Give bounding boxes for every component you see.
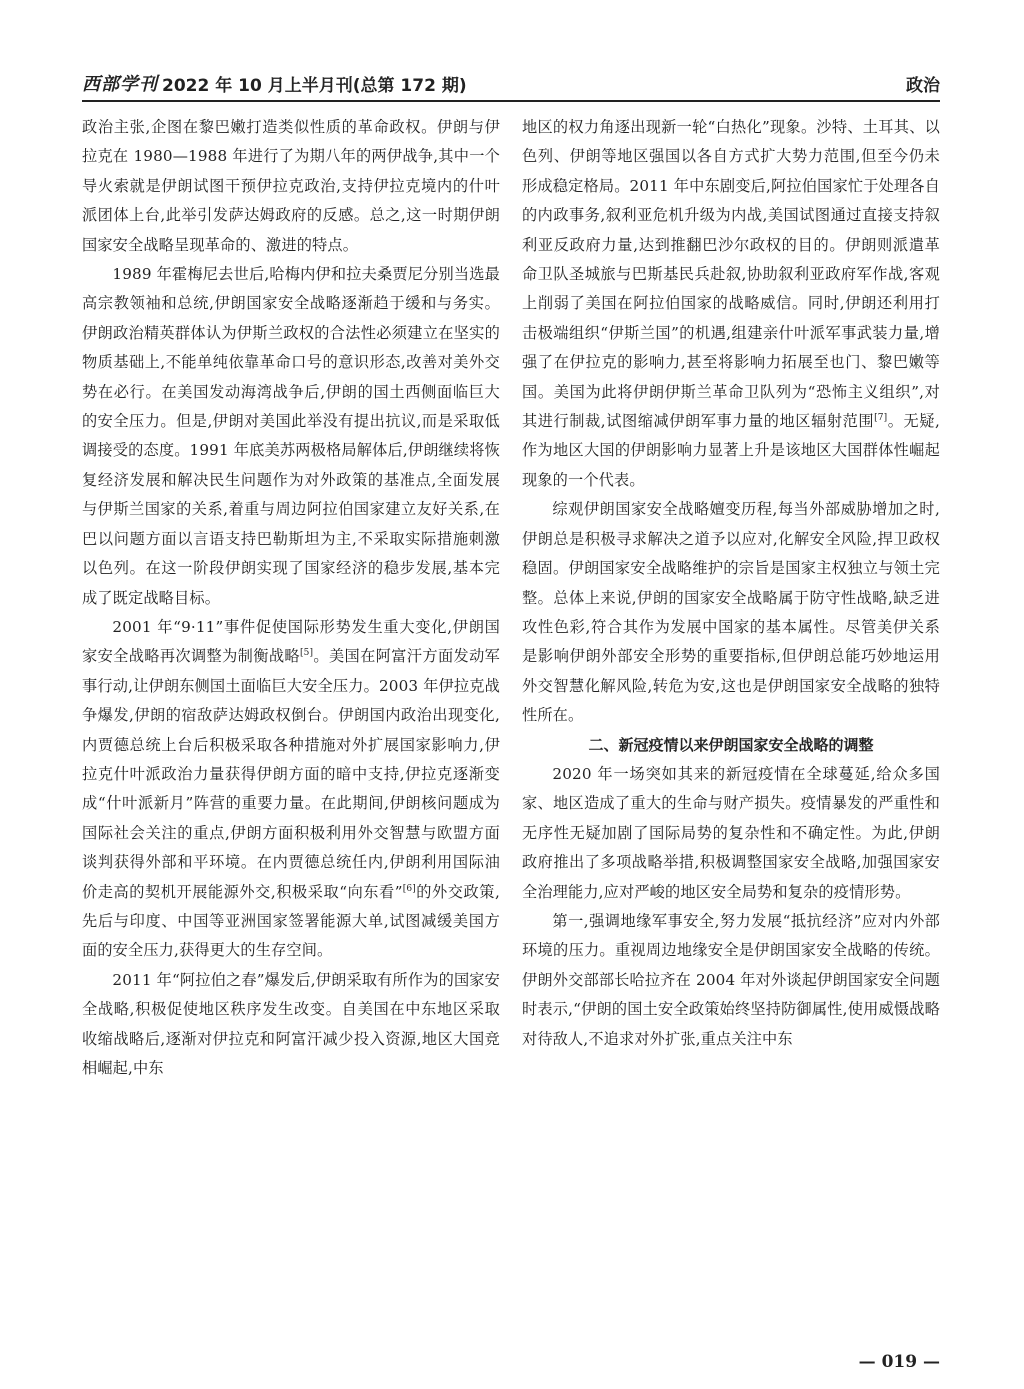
paragraph-text: 1989 年霍梅尼去世后,哈梅内伊和拉夫桑贾尼分别当选最高宗教领袖和总统,伊朗国家安全战略逐渐趋于缓和与务实。伊朗政治精英群体认为伊斯兰政权的合法性必须建立在坚实的物质基础上,不能单纯依靠革命口号的意识形态,改善对美外交势在必行。在美国发动海湾战争后,伊朗的国土西侧面临巨大的安全压力。但是,伊朗对美国此举没有提出抗议,而是采取低调接受的态度。1991 年底美苏两极格局解体后,伊朗继续将恢复经济发展和解决民生问题作为对外政策的基准点,全面发展与伊斯兰国家的关系,着重与周边阿拉伯国家建立友好关系,在巴以问题方面以言语支持巴勒斯坦为主,不采取实际措施刺激以色列。在这一阶段伊朗实现了国家经济的稳步发展,基本完成了既定战略目标。 bbox=[82, 265, 500, 607]
paragraph-text: 。无疑,作为地区大国的伊朗影响力显著上升是该地区大国群体性崛起现象的一个代表。 bbox=[522, 412, 940, 489]
page-number: — 019 — bbox=[858, 1352, 940, 1372]
paragraph-text: 地区的权力角逐出现新一轮“白热化”现象。沙特、土耳其、以色列、伊朗等地区强国以各自方式扩大势力范围,但至今仍未形成稳定格局。2011 年中东剧变后,阿拉伯国家忙于处理各自的内政事务,叙利亚危机升级为内战,美国试图通过直接支持叙利亚反政府力量,达到推翻巴沙尔政权的目的。伊朗则派遣革命卫队圣城旅与巴斯基民兵赴叙,协助叙利亚政府军作战,客观上削弱了美国在阿拉伯国家的战略威信。同时,伊朗还利用打击极端组织“伊斯兰国”的机遇,组建亲什叶派军事武装力量,增强了在伊拉克的影响力,甚至将影响力拓展至也门、黎巴嫩等国。美国为此将伊朗伊斯兰革命卫队列为“恐怖主义组织”,对其进行制裁,试图缩减伊朗军事力量的地区辐射范围 bbox=[522, 118, 940, 431]
paragraph bbox=[82, 113, 500, 260]
issue-info: 2022 年 10 月上半月刊(总第 172 期) bbox=[162, 75, 467, 96]
paragraph-text: 政治主张,企图在黎巴嫩打造类似性质的革命政权。伊朗与伊拉克在 1980—1988 年进行了为期八年的两伊战争,其中一个导火索就是伊朗试图干预伊拉克政治,支持伊拉克境内的什叶派团体上台,此举引发萨达姆政府的反感。总之,这一时期伊朗国家安全战略呈现革命的、激进的特点。 bbox=[82, 118, 500, 254]
paragraph-text: 2001 年“9·11”事件促使国际形势发生重大变化,伊朗国家安全战略再次调整为制衡战略 bbox=[82, 617, 500, 666]
paragraph bbox=[82, 260, 500, 613]
paragraph-text: 第一,强调地缘军事安全,努力发展“抵抗经济”应对内外部环境的压力。重视周边地缘安全是伊朗国家安全战略的传统。伊朗外交部部长哈拉齐在 2004 年对外谈起伊朗国家安全问题时表示,“伊朗的国土安全政策始终坚持防御属性,使用威慑战略对待敌人,不追求对外扩张,重点关注中东 bbox=[522, 911, 940, 1048]
paragraph-text: 。美国在阿富汗方面发动军事行动,让伊朗东侧国土面临巨大安全压力。2003 年伊拉克战争爆发,伊朗的宿敌萨达姆政权倒台。伊朗国内政治出现变化,内贾德总统上台后积极采取各种措施对外扩展国家影响力,伊拉克什叶派政治力量获得伊朗方面的暗中支持,伊拉克逐渐变成“什叶派新月”阵营的重要力量。在此期间,伊朗核问题成为国际社会关注的重点,伊朗方面积极利用外交智慧与欧盟方面谈判获得外部和平环境。在内贾德总统任内,伊朗利用国际油价走高的契机开展能源外交,积极采取“向东看” bbox=[82, 647, 500, 901]
paragraph bbox=[522, 113, 940, 495]
paragraph bbox=[82, 966, 500, 1084]
section-heading: 二、新冠疫情以来伊朗国家安全战略的调整 bbox=[588, 735, 874, 754]
citation-ref: [5] bbox=[299, 648, 314, 659]
paragraph bbox=[522, 907, 940, 1054]
paragraph bbox=[82, 613, 500, 966]
section-label: 政治 bbox=[906, 75, 940, 96]
header-left bbox=[82, 70, 467, 96]
citation-ref: [6] bbox=[402, 883, 416, 894]
right-column bbox=[522, 113, 940, 1054]
paragraph-text: 综观伊朗国家安全战略嬗变历程,每当外部威胁增加之时,伊朗总是积极寻求解决之道予以应对,化解安全风险,捍卫政权稳固。伊朗国家安全战略维护的宗旨是国家主权独立与领土完整。总体上来说,伊朗的国家安全战略属于防守性战略,缺乏进攻性色彩,符合其作为发展中国家的基本属性。尽管美伊关系是影响伊朗外部安全形势的重要指标,但伊朗总能巧妙地运用外交智慧化解风险,转危为安,这也是伊朗国家安全战略的独特性所在。 bbox=[522, 500, 940, 725]
citation-ref: [7] bbox=[874, 413, 888, 423]
paragraph-text: 2011 年“阿拉伯之春”爆发后,伊朗采取有所作为的国家安全战略,积极促使地区秩序发生改变。自美国在中东地区采取收缩战略后,逐渐对伊拉克和阿富汗减少投入资源,地区大国竞相崛起,中东 bbox=[82, 970, 500, 1077]
paragraph bbox=[522, 760, 940, 907]
paragraph-text: 的外交政策,先后与印度、中国等亚洲国家签署能源大单,试图减缓美国方面的安全压力,获得更大的生存空间。 bbox=[82, 882, 500, 960]
running-header bbox=[82, 66, 940, 102]
paragraph-text: 2020 年一场突如其来的新冠疫情在全球蔓延,给众多国家、地区造成了重大的生命与财产损失。疫情暴发的严重性和无序性无疑加剧了国际局势的复杂性和不确定性。为此,伊朗政府推出了多项战略举措,积极调整国家安全战略,加强国家安全治理能力,应对严峻的地区安全局势和复杂的疫情形势。 bbox=[522, 764, 940, 901]
left-column bbox=[82, 113, 500, 1083]
paragraph bbox=[522, 495, 940, 730]
journal-logo: 西部学刊 bbox=[82, 74, 158, 95]
